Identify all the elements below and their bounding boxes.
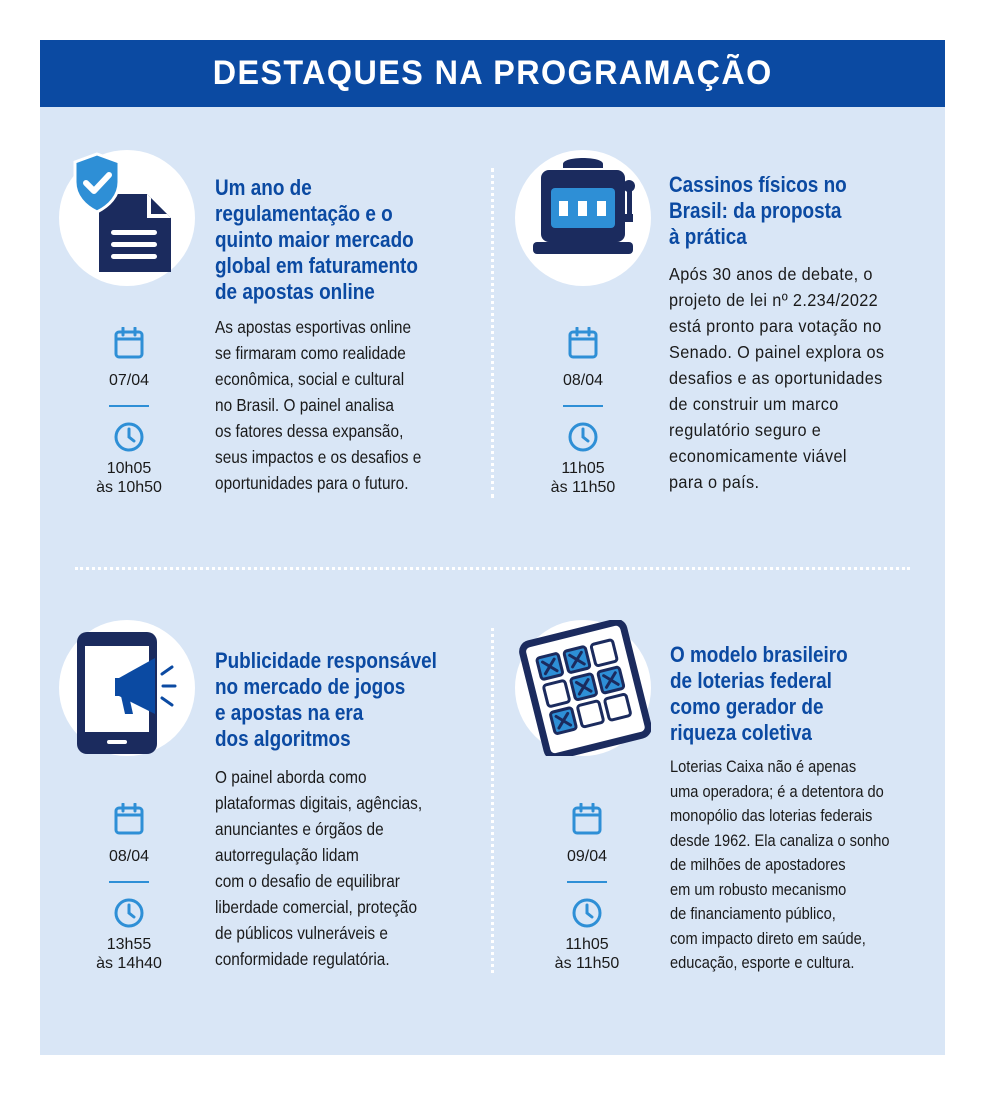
- card-2-description: Após 30 anos de debate, o projeto de lei nº 2.234/2022 está pronto para votação no Senado. O painel explora os desafios e as oportunidades de construir um marco regulatório seguro e economicamente viável para o país.: [669, 264, 885, 492]
- schedule-rule: [563, 405, 603, 407]
- card-2-schedule: [538, 327, 628, 497]
- card-4-time: 11h05 às 11h50: [554, 936, 620, 972]
- schedule-rule: [109, 405, 149, 407]
- header-banner: [40, 40, 945, 107]
- shield-document-icon: [59, 150, 195, 286]
- card-1-time: 10h05 às 10h50: [96, 460, 162, 496]
- lottery-ticket-icon: [515, 620, 651, 756]
- card-1-description: As apostas esportivas online se firmaram como realidade econômica, social e cultural no Brasil. O painel analisa os fatores dessa expansão, seus impactos e os desafios e oportunidades para o futuro.: [215, 317, 422, 493]
- slot-machine-icon: [515, 150, 651, 286]
- card-2-time: 11h05 às 11h50: [550, 460, 616, 496]
- calendar-icon: [572, 803, 602, 835]
- card-2-icon: [515, 150, 651, 286]
- card-3-icon: [59, 620, 195, 756]
- card-4-title: O modelo brasileiro de loterias federal como gerador de riqueza coletiva: [670, 642, 848, 745]
- card-4-date: 09/04: [566, 848, 608, 865]
- card-1-icon: [59, 150, 195, 286]
- card-1-date: 07/04: [108, 372, 150, 389]
- card-3-date: 08/04: [108, 848, 150, 865]
- calendar-icon: [114, 327, 144, 359]
- card-1-title: Um ano de regulamentação e o quinto maior mercado global em faturamento de apostas online: [215, 175, 418, 304]
- clock-icon: [567, 421, 599, 453]
- calendar-icon: [114, 803, 144, 835]
- card-4-description: Loterias Caixa não é apenas uma operadora; é a detentora do monopólio das loterias federais desde 1962. Ela canaliza o sonho de milhões de apostadores em um robusto mecanismo de financiamento público, com impacto direto em saúde, educação, esporte e cultura.: [670, 757, 890, 972]
- card-4-schedule: [542, 803, 632, 973]
- clock-icon: [571, 897, 603, 929]
- page-title: DESTAQUES NA PROGRAMAÇÃO: [212, 54, 773, 92]
- card-3-title: Publicidade responsável no mercado de jogos e apostas na era dos algoritmos: [215, 648, 437, 751]
- card-3-time: 13h55 às 14h40: [96, 936, 162, 972]
- clock-icon: [113, 421, 145, 453]
- card-4-icon: [515, 620, 651, 756]
- card-2-title: Cassinos físicos no Brasil: da proposta à prática: [669, 172, 847, 249]
- card-2-date: 08/04: [562, 372, 604, 389]
- card-1-schedule: [84, 327, 174, 497]
- row-divider: [75, 567, 910, 570]
- phone-megaphone-icon: [59, 620, 195, 756]
- card-3-schedule: [84, 803, 174, 973]
- clock-icon: [113, 897, 145, 929]
- card-3-description: O painel aborda como plataformas digitais, agências, anunciantes e órgãos de autorregulação lidam com o desafio de equilibrar liberdade comercial, proteção de públicos vulneráveis e conformidade regulatória.: [215, 767, 423, 969]
- column-divider-top: [491, 168, 494, 498]
- calendar-icon: [568, 327, 598, 359]
- column-divider-bottom: [491, 628, 494, 973]
- schedule-rule: [109, 881, 149, 883]
- schedule-rule: [567, 881, 607, 883]
